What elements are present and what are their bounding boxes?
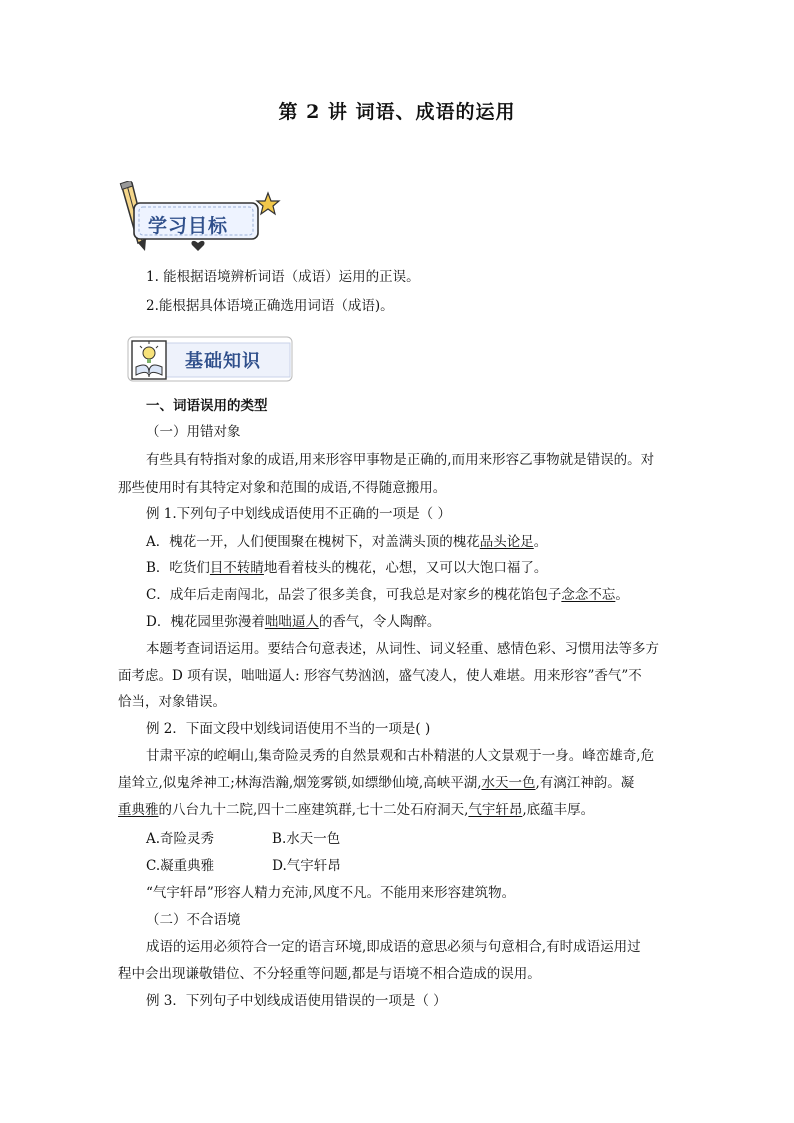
example-3-stem: 例 3．下列句子中划线成语使用错误的一项是（ ）: [146, 993, 447, 1009]
paragraph-line: 成语的运用必须符合一定的语言环境,即成语的意思必须与句意相合,有时成语运用过: [146, 939, 641, 955]
example-2-explanation: “气宇轩昂”形容人精力充沛,风度不凡。不能用来形容建筑物。: [146, 885, 516, 901]
underlined-idiom: 目不转睛: [209, 560, 264, 576]
example-2-passage: 崖耸立,似鬼斧神工;林海浩瀚,烟笼雾锁,如缥缈仙境,高峡平湖,水天一色,有漓江神韵。凝: [118, 775, 635, 791]
example-1-option-b: B．吃货们目不转睛地看着枝头的槐花，心想，又可以大饱口福了。: [146, 560, 548, 576]
underlined-idiom: 重典雅: [118, 802, 159, 818]
example-2-stem: 例 2．下面文段中划线词语使用不当的一项是( ): [146, 721, 431, 737]
example-1-option-d: D．槐花园里弥漫着咄咄逼人的香气，令人陶醉。: [146, 614, 441, 630]
example-1-option-c: C．成年后走南闯北，品尝了很多美食，可我总是对家乡的槐花馅包子念念不忘。: [146, 587, 629, 603]
example-2-options-ab: A.奇险灵秀 B.水天一色: [146, 831, 341, 847]
example-1-option-a: A．槐花一开，人们便围聚在槐树下，对盖满头顶的槐花品头论足。: [146, 534, 548, 550]
paragraph-line: 那些使用时有其特定对象和范围的成语,不得随意搬用。: [118, 480, 447, 496]
learning-goals-title: 学习目标: [148, 215, 229, 237]
underlined-idiom: 咄咄逼人: [264, 614, 319, 630]
page-title: 第 2 讲 词语、成语的运用: [278, 101, 516, 123]
example-1-stem: 例 1.下列句子中划线成语使用不正确的一项是（ ）: [146, 506, 451, 522]
example-1-explanation: 本题考查词语运用。要结合句意表述，从词性、词义轻重、感情色彩、习惯用法等多方: [146, 641, 659, 657]
learning-goals-banner: [118, 181, 288, 255]
goal-item-1: 1. 能根据语境辨析词语（成语）运用的正误。: [146, 269, 420, 285]
paragraph-line: 有些具有特指对象的成语,用来形容甲事物是正确的,而用来形容乙事物就是错误的。对: [146, 452, 655, 468]
underlined-idiom: 水天一色: [481, 775, 536, 791]
heart-icon: [191, 241, 204, 251]
underlined-idiom: 品头论足: [479, 534, 534, 550]
underlined-idiom: 气宇轩昂: [468, 802, 523, 818]
example-2-options-cd: C.凝重典雅 D.气宇轩昂: [146, 858, 341, 874]
basic-knowledge-title: 基础知识: [185, 351, 261, 372]
sub-heading-wrong-object: （一）用错对象: [146, 424, 241, 440]
underlined-idiom: 念念不忘: [561, 587, 616, 603]
star-icon: [257, 193, 279, 214]
example-2-passage: 重典雅的八台九十二院,四十二座建筑群,七十二处石府洞天,气宇轩昂,底蕴丰厚。: [118, 802, 595, 818]
paragraph-line: 程中会出现谦敬错位、不分轻重等问题,都是与语境不相合造成的误用。: [118, 966, 541, 982]
example-1-explanation: 恰当，对象错误。: [118, 694, 226, 710]
sub-heading-context: （二）不合语境: [146, 912, 241, 928]
example-2-passage: 甘肃平凉的崆峒山,集奇险灵秀的自然景观和古朴精湛的人文景观于一身。峰峦雄奇,危: [146, 748, 655, 764]
book-lightbulb-icon: [132, 341, 166, 379]
section-heading-1: 一、词语误用的类型: [146, 398, 268, 414]
example-1-explanation: 面考虑。D 项有误，咄咄逼人: 形容气势汹汹，盛气凌人，使人难堪。用来形容”香气”不: [118, 668, 642, 684]
goal-item-2: 2.能根据具体语境正确选用词语（成语)。: [146, 298, 394, 314]
basic-knowledge-banner: [124, 333, 296, 387]
